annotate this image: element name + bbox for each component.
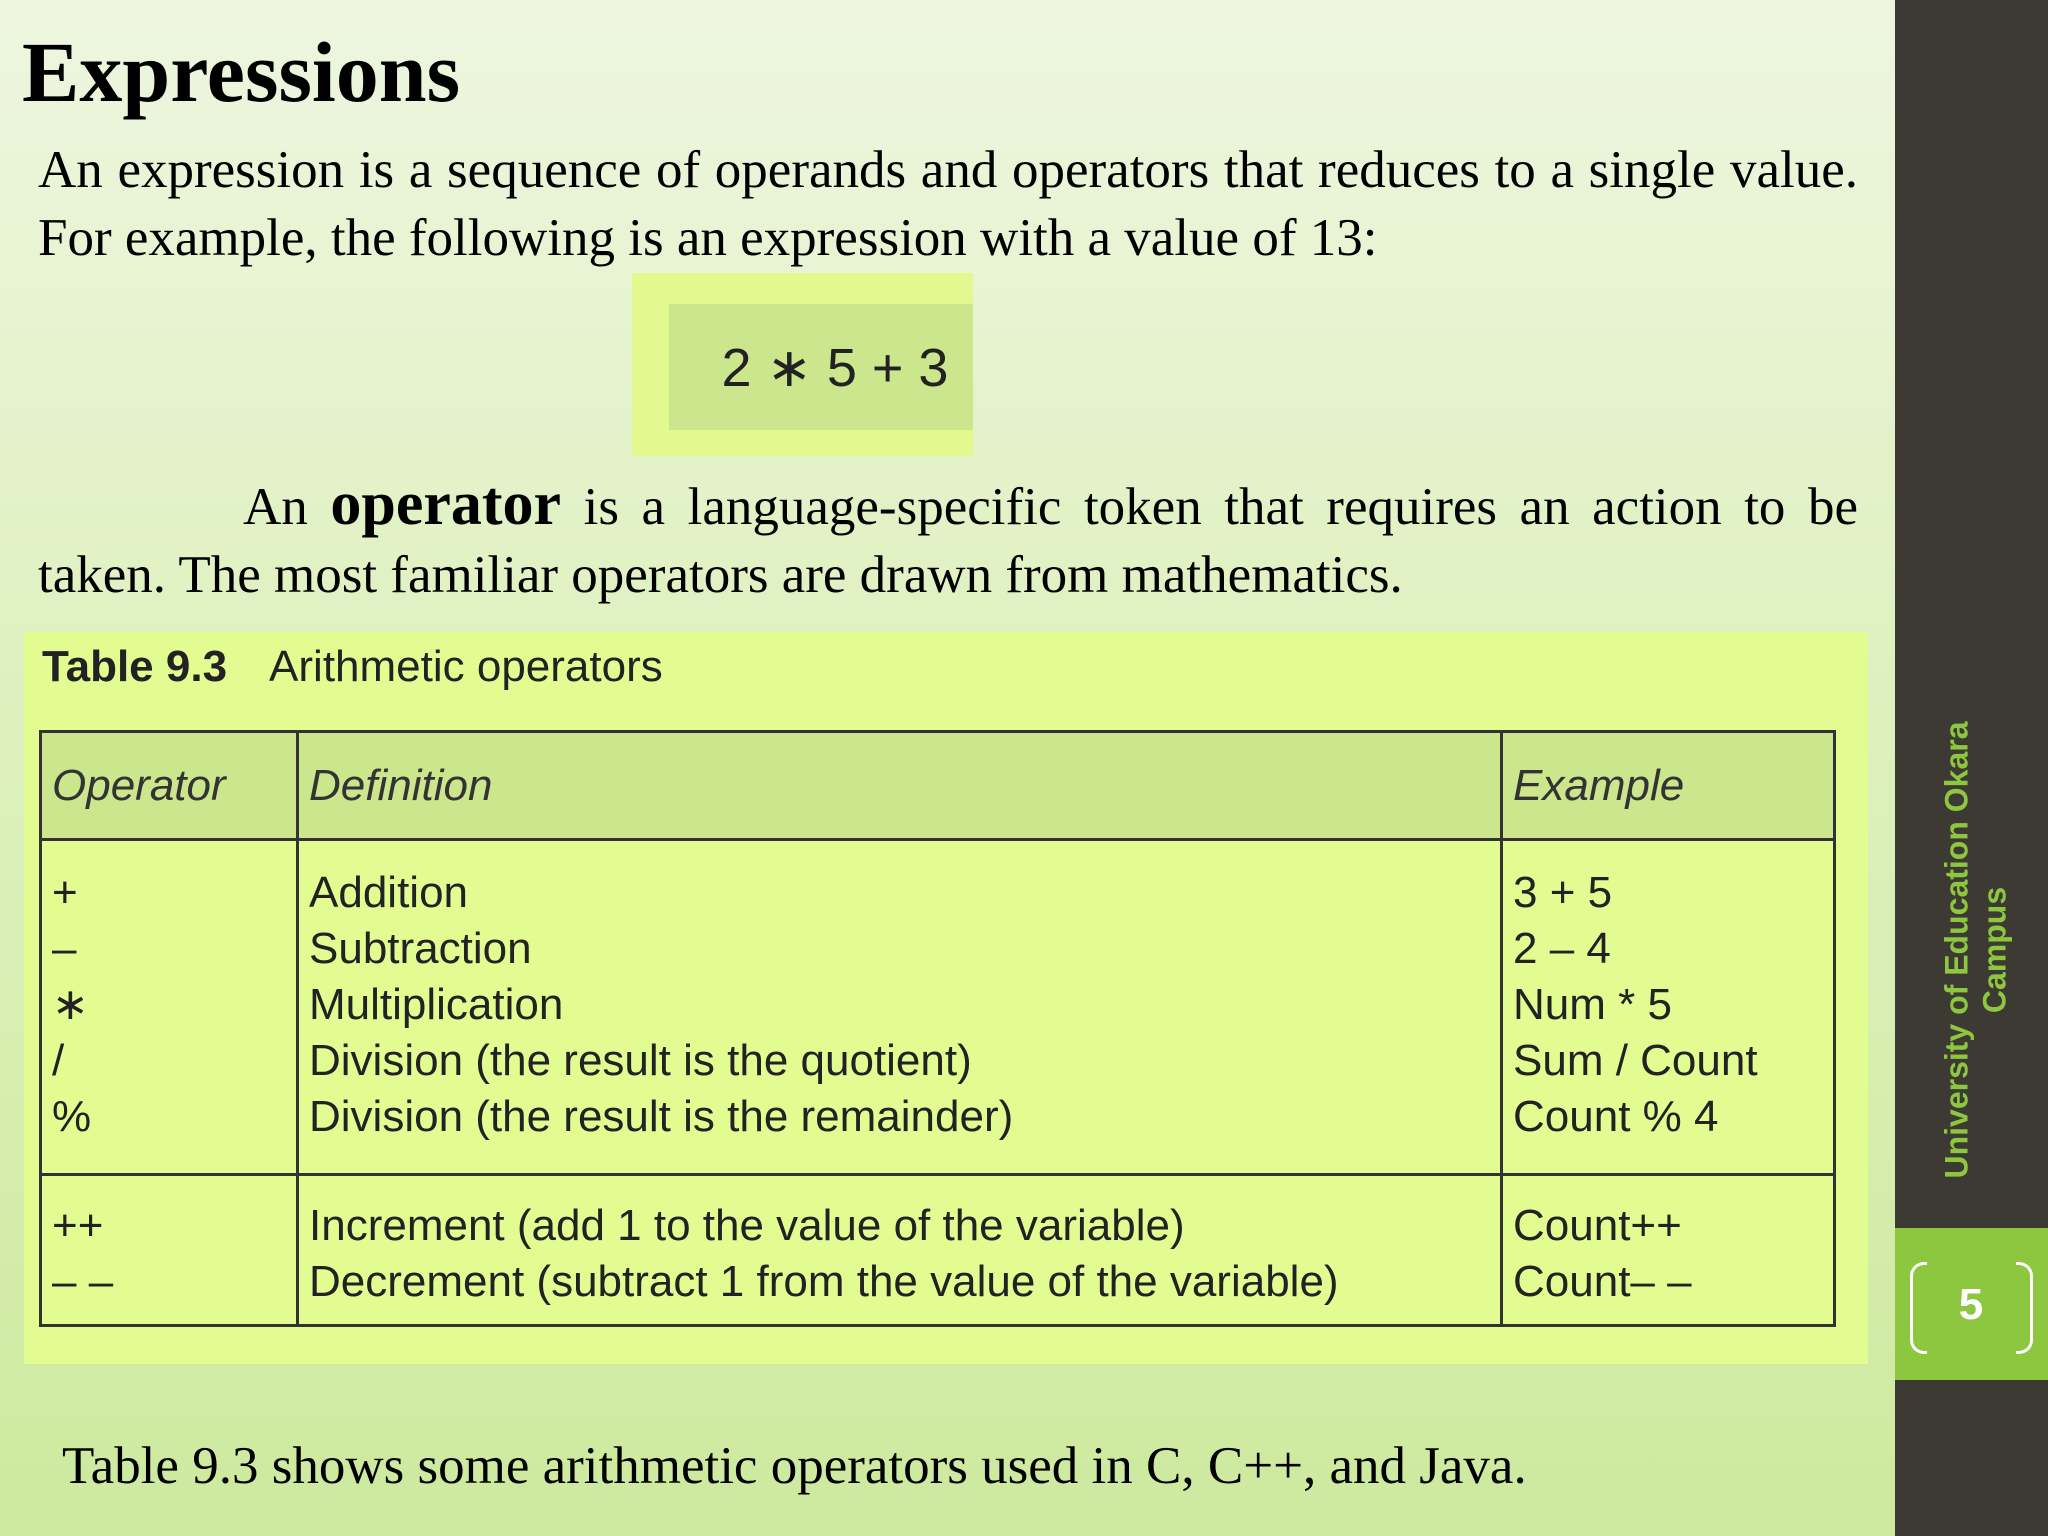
table-row: [41, 840, 1835, 1175]
expression-box: [669, 304, 973, 430]
table-caption: [42, 642, 663, 692]
intro-paragraph: An expression is a sequence of operands and operators that reduces to a single value. For example, the following is an expression with a value of 13:: [38, 141, 1858, 267]
header-definition: Definition: [298, 732, 1502, 840]
definition-cell: Addition Subtraction Multiplication Division (the result is the quotient) Division (the result is the remainder): [298, 840, 1502, 1175]
caption-title: Arithmetic operators: [269, 642, 663, 691]
institution-name: University of Education Okara Campus: [1938, 721, 2013, 1179]
footer-text: Table 9.3 shows some arithmetic operators used in C, C++, and Java.: [62, 1437, 1527, 1495]
operator-cell: + – ∗ / %: [41, 840, 298, 1175]
expression-text: 2 ∗ 5 + 3: [721, 337, 949, 398]
header-operator: Operator: [41, 732, 298, 840]
page-number: 5: [1958, 1280, 1984, 1329]
slide-title: Expressions: [22, 24, 461, 120]
operator-term: operator: [330, 470, 562, 538]
operator-cell: ++ – –: [41, 1175, 298, 1326]
definition-cell: Increment (add 1 to the value of the variable) Decrement (subtract 1 from the value of the variable): [298, 1175, 1502, 1326]
example-cell: Count++ Count– –: [1502, 1175, 1835, 1326]
table-row: [41, 1175, 1835, 1326]
caption-number: Table 9.3: [42, 642, 228, 691]
arithmetic-operators-table: [39, 730, 1836, 1327]
operator-paragraph: An operator is a language-specific token that requires an action to be taken. The most familiar operators are drawn from mathematics.: [38, 470, 1859, 604]
sidebar-label: [1920, 700, 2030, 1200]
table-header-row: [41, 732, 1835, 840]
right-bracket-icon: [2016, 1262, 2033, 1354]
header-example: Example: [1502, 732, 1835, 840]
example-cell: 3 + 5 2 – 4 Num * 5 Sum / Count Count % 4: [1502, 840, 1835, 1175]
